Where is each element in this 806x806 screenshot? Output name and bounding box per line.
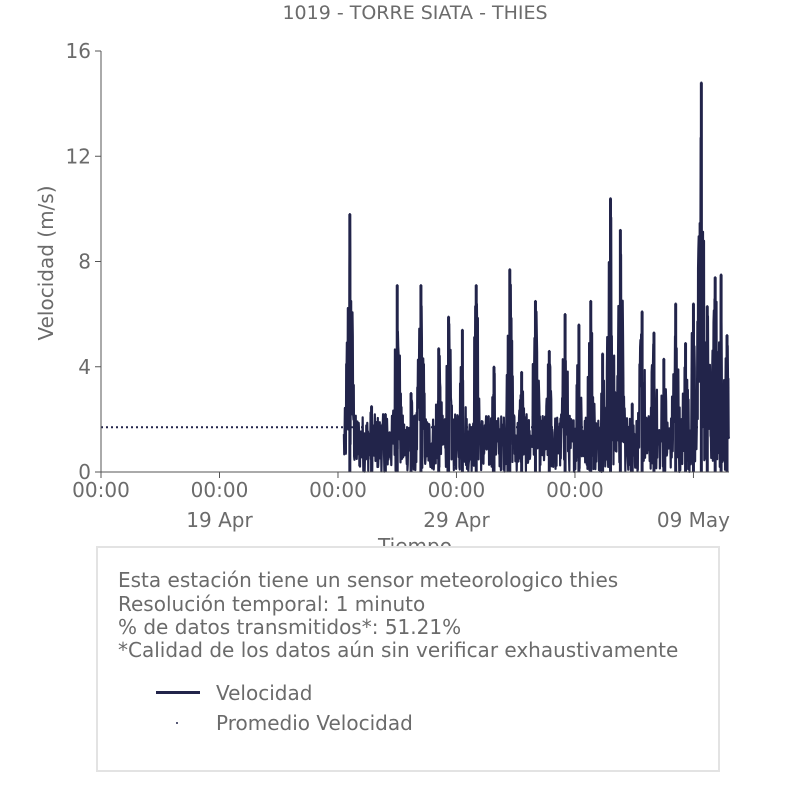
info-transmitted-text: % de datos transmitidos*: 51.21% xyxy=(118,615,462,639)
y-axis-label: Velocidad (m/s) xyxy=(34,185,58,341)
chart-title: 1019 - TORRE SIATA - THIES xyxy=(282,2,548,24)
x-tick-label: 00:00 xyxy=(72,478,130,502)
legend-line-swatch xyxy=(156,691,200,694)
x-tick-sublabel: 19 Apr xyxy=(186,508,253,532)
info-box xyxy=(96,546,720,772)
y-tick-label: 16 xyxy=(65,39,91,63)
legend-item-promedio xyxy=(156,711,516,735)
legend-label-velocidad: Velocidad xyxy=(216,681,313,705)
y-tick-label: 8 xyxy=(78,249,91,274)
y-tick-label: 4 xyxy=(78,354,91,379)
x-tick-label: 00:00 xyxy=(546,478,604,502)
legend-item-velocidad xyxy=(156,681,516,705)
y-tick-label: 0 xyxy=(78,460,91,484)
plot-area xyxy=(101,83,729,472)
info-quality-text: *Calidad de los datos aún sin verificar exhaustivamente xyxy=(118,638,679,662)
info-resolution-text: Resolución temporal: 1 minuto xyxy=(118,592,426,616)
x-tick-label: 00:00 xyxy=(309,478,367,502)
x-tick-sublabel: 29 Apr xyxy=(423,508,490,532)
info-sensor-text: Esta estación tiene un sensor meteorologico thies xyxy=(118,568,619,592)
y-tick-label: 12 xyxy=(65,144,91,169)
legend-dot-swatch xyxy=(176,722,178,724)
x-tick-label: 00:00 xyxy=(427,478,486,502)
x-tick-label: 00:00 xyxy=(190,478,249,502)
legend-label-promedio: Promedio Velocidad xyxy=(216,711,413,735)
x-tick-sublabel: 09 May xyxy=(656,508,731,532)
